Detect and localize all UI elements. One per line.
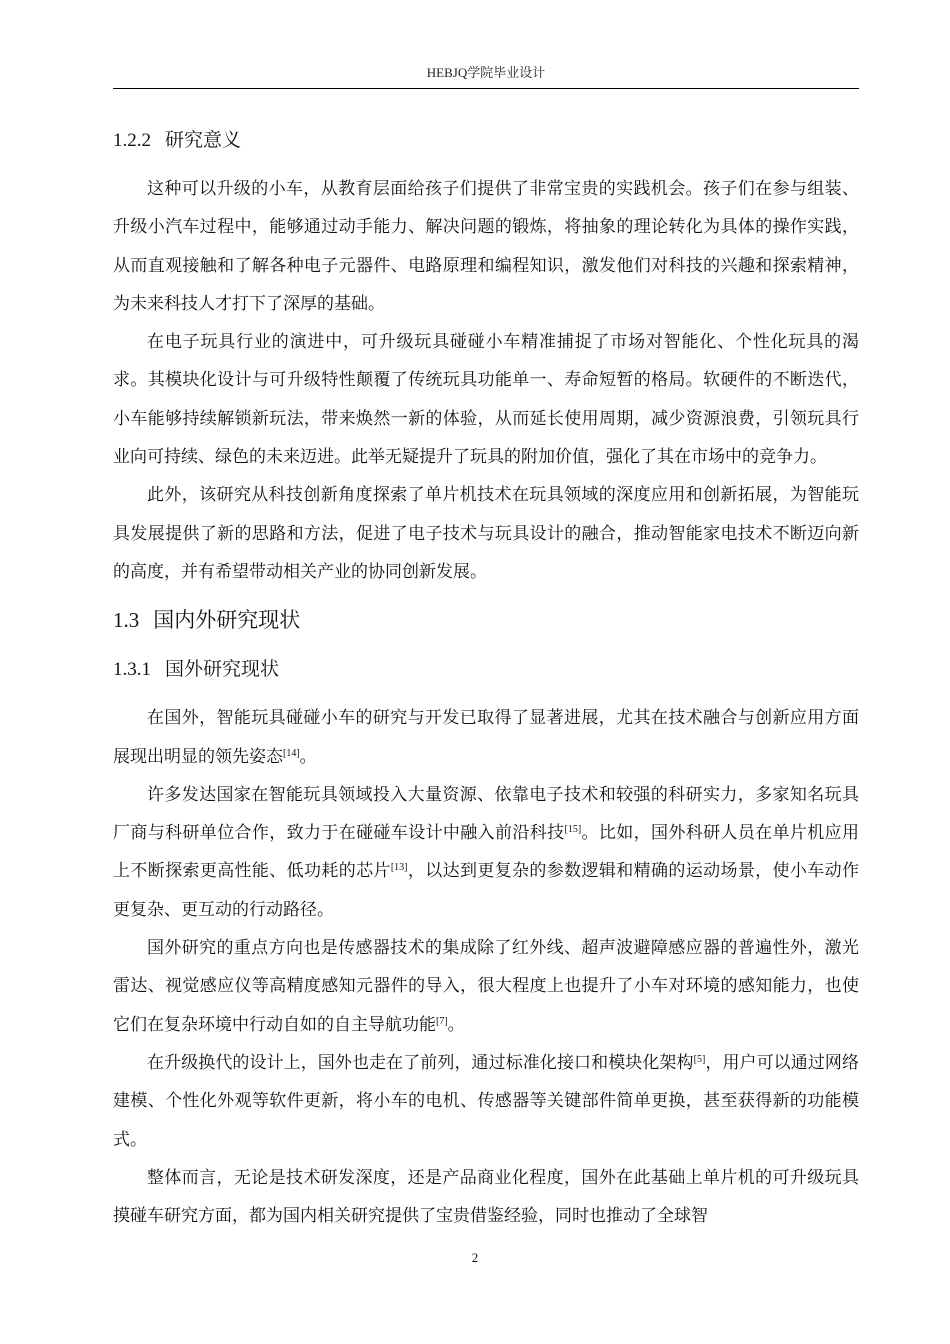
paragraph-text: 许多发达国家在智能玩具领域投入大量资源、依靠电子技术和较强的科研实力，多家知名玩具厂商与科研单位合作，致力于在碰碰车设计中融入前沿科技 [113,784,859,844]
section-heading-1-2-2 [113,122,859,158]
citation: [15] [564,824,582,836]
section-heading-1-3 [113,601,859,639]
section-number: 1.3.1 [113,659,151,681]
citation: [13] [390,862,408,874]
section-title: 国外研究现状 [165,658,280,681]
paragraph: 整体而言，无论是技术研发深度，还是产品商业化程度，国外在此基础上单片机的可升级玩具摸碰车研究方面，都为国内相关研究提供了宝贵借鉴经验，同时也推动了全球智 [113,1167,859,1227]
paragraph-text: ，用户可以通过网络建模、个性化外观等软件更新，将小车的电机、传感器等关键部件简单更换，甚至获得新的功能模式。 [113,1052,860,1150]
paragraph [113,929,859,1044]
paragraph [113,699,859,776]
paragraph [113,1044,859,1159]
paragraph: 这种可以升级的小车，从教育层面给孩子们提供了非常宝贵的实践机会。孩子们在参与组装、升级小汽车过程中，能够通过动手能力、解决问题的锻炼，将抽象的理论转化为具体的操作实践，从而直观接触和了解各种电子元器件、电路原理和编程知识，激发他们对科技的兴趣和探索精神，为未来科技人才打下了深厚的基础。 [113,179,859,314]
paragraph-text: 在国外，智能玩具碰碰小车的研究与开发已取得了显著进展，尤其在技术融合与创新应用方面展现出明显的领先姿态 [113,708,859,767]
paragraph: 在电子玩具行业的演进中，可升级玩具碰碰小车精准捕捉了市场对智能化、个性化玩具的渴求。其模块化设计与可升级特性颠覆了传统玩具功能单一、寿命短暂的格局。软硬件的不断迭代，小车能够持续解锁新玩法，带来焕然一新的体验，从而延长使用周期，减少资源浪费，引领玩具行业向可持续、绿色的未来迈进。此举无疑提升了玩具的附加价值，强化了其在市场中的竞争力。 [113,332,859,468]
page-number: 2 [471,1250,479,1265]
paragraph: 此外，该研究从科技创新角度探索了单片机技术在玩具领域的深度应用和创新拓展，为智能玩具发展提供了新的思路和方法，促进了电子技术与玩具设计的融合，推动智能家电技术不断迈向新的高度，并有希望带动相关产业的协同创新发展。 [113,485,859,582]
paragraph-text: 国外研究的重点方向也是传感器技术的集成除了红外线、超声波避障感应器的普遍性外，激光雷达、视觉感应仪等高精度感知元器件的导入，很大程度上也提升了小车对环境的感知能力，也使它们在复杂环境中行动自如的自主导航功能 [113,938,859,1035]
paragraph-text: 。 [299,746,317,767]
section-heading-1-3-1 [113,651,859,687]
section-number: 1.3 [113,608,140,633]
page-body [113,122,859,1235]
citation: [7] [436,1015,448,1027]
citation: [5] [693,1053,706,1065]
header-rule [113,88,859,89]
citation: [14] [283,747,300,759]
paragraph-text: 。比如，国外科研人员在单片机应用上不断探索更高性能、低功耗的芯片 [113,823,860,882]
section-title: 研究意义 [165,129,242,151]
page-header: HEBJQ学院毕业设计 [426,65,546,80]
paragraph [113,776,859,929]
section-number: 1.2.2 [113,130,151,151]
paragraph-text: ，以达到更复杂的参数逻辑和精确的运动场景，使小车动作更复杂、更互动的行动路径。 [113,861,860,920]
paragraph-text: 。 [447,1014,465,1035]
paragraph-text: 在升级换代的设计上，国外也走在了前列，通过标准化接口和模块化架构 [147,1052,694,1073]
section-title: 国内外研究现状 [153,608,301,633]
